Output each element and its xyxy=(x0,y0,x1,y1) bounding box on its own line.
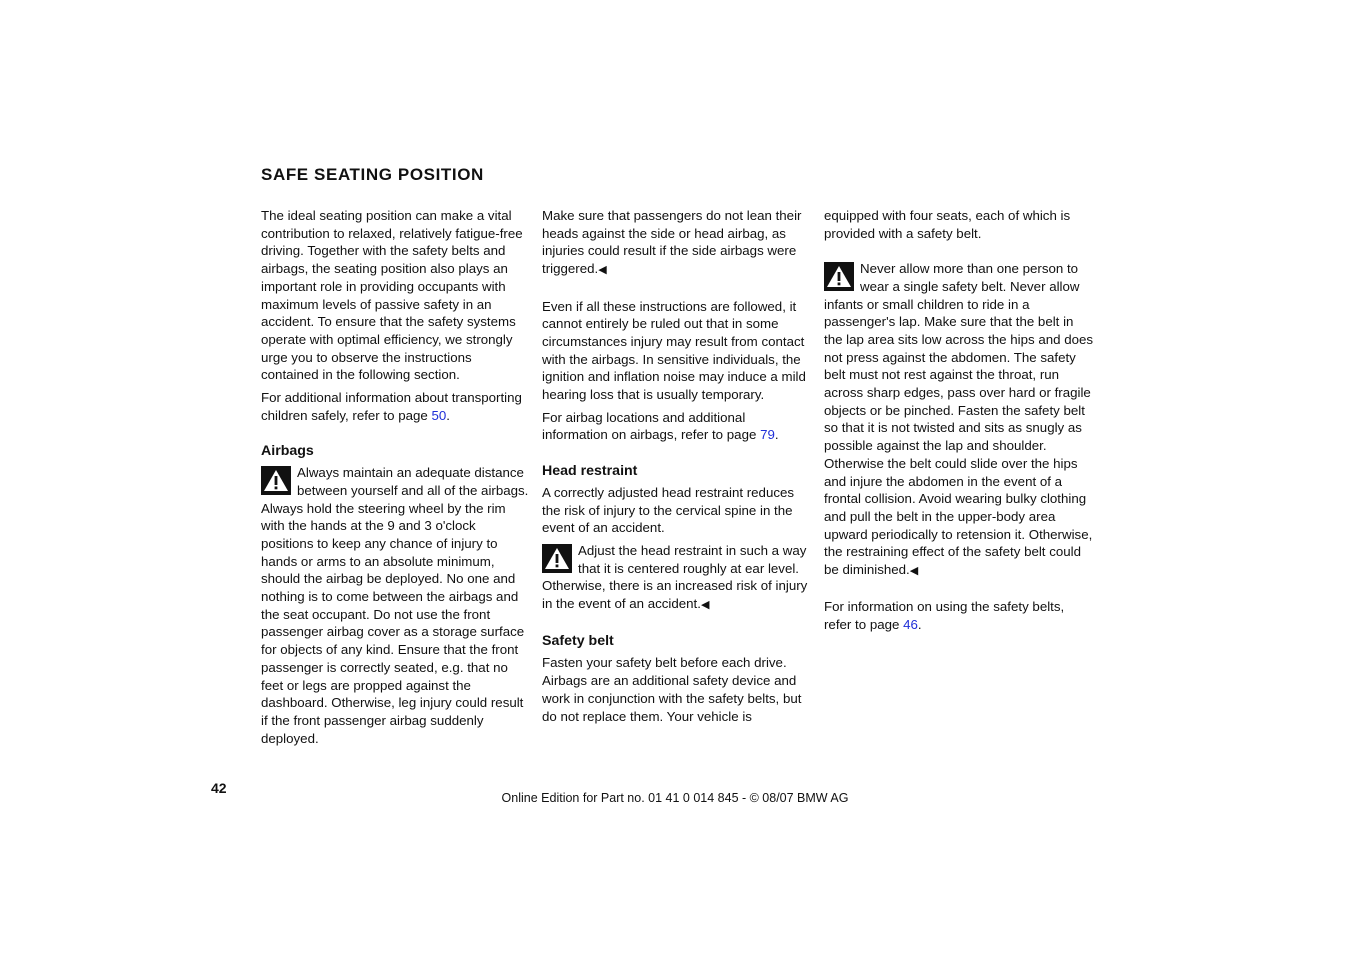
warning-triangle-icon xyxy=(261,466,291,495)
page-46-link[interactable]: 46 xyxy=(903,617,918,633)
safety-belt-warning xyxy=(824,260,1094,581)
head-restraint-heading: Head restraint xyxy=(542,462,638,479)
page-79-link[interactable]: 79 xyxy=(760,427,775,443)
even-paragraph: Even if all these instructions are followed, it cannot entirely be ruled out that in some circumstances injury may result from contact with the airbags. In sensitive individuals, the ignition and inflation noise may induce a mild hearing loss that is usually temporary. xyxy=(542,298,806,403)
period: . xyxy=(917,617,922,633)
children-reference xyxy=(261,389,531,424)
intro-paragraph: The ideal seating position can make a vital contribution to relaxed, relatively fatigue-free driving. Together with the safety belts and airbags, the seating position also plays an important role in providing occupants with maximum levels of passive safety in an accident. To ensure that the safety systems operate with optimal efficiency, we strongly urge you to observe the instructions contained in the following section. xyxy=(261,208,523,383)
column-2 xyxy=(542,207,812,730)
safety-belt-warning-text: Never allow more than one person to wear a single safety belt. Never allow infants or small children to ride in a passenger's lap. Make sure that the belt in the lap area sits low across the hips and does not press against the abdomen. The safety belt must not rest against the throat, run across sharp edges, pass over hard or fragile objects or be pinched. Fasten the safety belt so that it is not twisted and sits as snugly as possible against the lap and shoulder. Otherwise the belt could slide over the hips and injure the abdomen in the event of a frontal collision. Avoid wearing bulky clothing and pull the belt in the upper-body area upward periodically to retension it. Otherwise, the restraining effect of the safety belt could be diminished. xyxy=(824,261,1094,578)
safety-belt-paragraph: Fasten your safety belt before each drive. Airbags are an additional safety device and work in conjunction with the safety belts, but do not replace them. Your vehicle is xyxy=(542,655,802,724)
footer-edition-note: Online Edition for Part no. 01 41 0 014 845 - © 08/07 BMW AG xyxy=(501,791,849,805)
column-1 xyxy=(261,207,531,752)
head-restraint-warning xyxy=(542,542,812,615)
locations-reference xyxy=(542,409,812,444)
airbags-warning xyxy=(261,464,531,747)
period: . xyxy=(446,407,450,423)
belt-info-text: For information on using the safety belts, refer to page xyxy=(824,599,1065,633)
locations-reference-text: For airbag locations and additional information on airbags, refer to page xyxy=(542,409,761,443)
warning-triangle-icon xyxy=(824,262,854,291)
page-title: SAFE SEATING POSITION xyxy=(261,165,484,184)
safety-belt-heading: Safety belt xyxy=(542,633,614,650)
head-restraint-paragraph: A correctly adjusted head restraint reduces the risk of injury to the cervical spine in the event of an accident. xyxy=(542,484,795,536)
head-restraint-warning-text: Adjust the head restraint in such a way that it is centered roughly at ear level. Otherwise, there is an increased risk of injury in the event of an accident. xyxy=(542,542,808,612)
lean-paragraph xyxy=(542,207,812,280)
belt-info-reference xyxy=(824,598,1094,633)
end-mark-icon: ◀ xyxy=(909,565,919,578)
airbags-warning-text: Always maintain an adequate distance between yourself and all of the airbags. Always hold the steering wheel by the rim with the hands at the 9 and 3 o'clock positions to keep any chance of injury to hands or arms to an absolute minimum, should the airbag be deployed. No one and nothing is to come between the airbags and the seat occupant. Do not use the front passenger airbag cover as a storage surface for objects of any kind. Ensure that the front passenger is correctly seated, e.g. that no feet or legs are propped against the dashboard. Otherwise, leg injury could result if the front passenger airbag suddenly deployed. xyxy=(261,465,529,746)
continued-paragraph: equipped with four seats, each of which is provided with a safety belt. xyxy=(824,208,1071,241)
column-3 xyxy=(824,207,1094,639)
airbags-heading: Airbags xyxy=(261,443,314,460)
lean-text: Make sure that passengers do not lean their heads against the side or head airbag, as injuries could result if the side airbags were triggered. xyxy=(542,208,802,277)
children-reference-text: For additional information about transporting children safely, refer to page xyxy=(261,390,522,423)
end-mark-icon: ◀ xyxy=(598,264,607,277)
page-number: 42 xyxy=(211,780,227,796)
page-50-link[interactable]: 50 xyxy=(431,407,447,423)
period: . xyxy=(774,427,779,443)
warning-triangle-icon xyxy=(542,544,572,573)
end-mark-icon: ◀ xyxy=(700,599,710,612)
